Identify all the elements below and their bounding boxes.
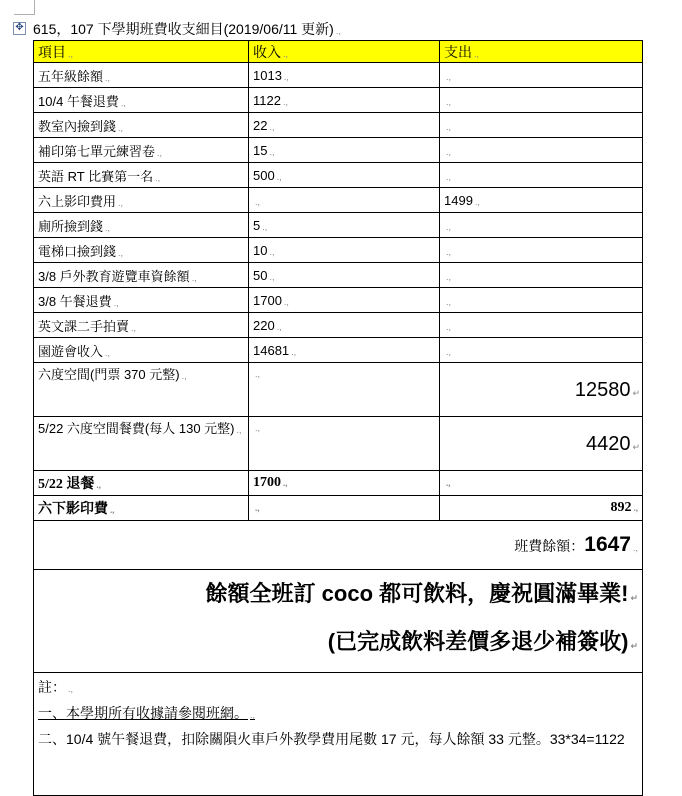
cell-expense: .,: [440, 213, 643, 238]
cell-item: 3/8 戶外教育遊覽車資餘額 .,: [34, 263, 249, 288]
table-row: [34, 213, 643, 238]
cell-income: .,: [249, 417, 440, 471]
table-row: [34, 338, 643, 363]
cell-income: 500 .,: [249, 163, 440, 188]
notes-title: 註： .,: [38, 679, 74, 695]
column-header-expense: 支出 .,: [440, 41, 643, 63]
cell-expense: .,: [440, 113, 643, 138]
cell-item: 六上影印費用 .,: [34, 188, 249, 213]
cell-expense: .,: [440, 263, 643, 288]
cell-income: 1700 .,: [249, 471, 440, 496]
column-header-item: 項目 .,: [34, 41, 249, 63]
page-corner-mark: [14, 0, 35, 15]
cell-expense: .,: [440, 63, 643, 88]
cell-income: 50 .,: [249, 263, 440, 288]
cell-income: 220 .,: [249, 313, 440, 338]
table-row: [34, 417, 643, 471]
cell-expense: .,: [440, 163, 643, 188]
balance-row: [34, 521, 643, 570]
cell-expense: .,: [440, 138, 643, 163]
table-row: [34, 363, 643, 417]
table-row: [34, 238, 643, 263]
column-header-income: 收入 .,: [249, 41, 440, 63]
table-row: [34, 471, 643, 496]
table-row: [34, 313, 643, 338]
cell-expense: 12580 ↵: [440, 363, 643, 417]
balance-label: 班費餘額：: [514, 538, 585, 554]
notes-cell: [34, 673, 643, 796]
cell-income: 1700 .,: [249, 288, 440, 313]
table-row: [34, 188, 643, 213]
expense-table: [33, 40, 643, 796]
cell-item: 10/4 午餐退費 .,: [34, 88, 249, 113]
cell-income: .,: [249, 188, 440, 213]
table-row: [34, 496, 643, 521]
cell-item: 六下影印費 .,: [34, 496, 249, 521]
cell-income: 22 .,: [249, 113, 440, 138]
cell-expense: .,: [440, 288, 643, 313]
cell-item: 六度空間(門票 370 元整) .,: [34, 363, 249, 417]
cell-item: 教室內撿到錢 .,: [34, 113, 249, 138]
balance-cell: 班費餘額：1647 .,: [34, 521, 643, 570]
cell-item: 5/22 六度空間餐費(每人 130 元整) .,: [34, 417, 249, 471]
cell-expense: .,: [440, 238, 643, 263]
cell-income: 1122 .,: [249, 88, 440, 113]
cell-expense: 892 .,: [440, 496, 643, 521]
cell-item: 電梯口撿到錢 .,: [34, 238, 249, 263]
note-item-2: 二、10/4 號午餐退費，扣除關隕火車戶外教學費用尾數 17 元，每人餘額 33 元整。33*34=1122: [38, 731, 625, 747]
notes-row: [34, 673, 643, 796]
cell-item: 5/22 退餐 .,: [34, 471, 249, 496]
cell-item: 英語 RT 比賽第一名 .,: [34, 163, 249, 188]
cell-expense: .,: [440, 88, 643, 113]
message-line-2: (已完成飲料差價多退少補簽收) ↵: [327, 629, 638, 654]
table-row: [34, 88, 643, 113]
cell-income: .,: [249, 363, 440, 417]
cell-income: 5 .,: [249, 213, 440, 238]
cell-income: .,: [249, 496, 440, 521]
table-row: [34, 163, 643, 188]
cell-item: 3/8 午餐退費 .,: [34, 288, 249, 313]
cell-item: 五年級餘額 .,: [34, 63, 249, 88]
table-header-row: [34, 41, 643, 63]
cell-item: 英文課二手拍賣 .,: [34, 313, 249, 338]
cell-expense: 4420 ↵: [440, 417, 643, 471]
page-title: 615，107 下學期班費收支細目(2019/06/11 更新) .,: [33, 21, 341, 37]
cell-expense: .,: [440, 313, 643, 338]
message-line-1: 餘額全班訂 coco 都可飲料，慶祝圓滿畢業! ↵: [205, 581, 638, 606]
cell-income: 10 .,: [249, 238, 440, 263]
message-row: [34, 570, 643, 673]
message-cell: [34, 570, 643, 673]
cell-expense: 1499 .,: [440, 188, 643, 213]
cell-item: 補印第七單元練習卷 .,: [34, 138, 249, 163]
table-row: [34, 288, 643, 313]
cell-expense: .,: [440, 338, 643, 363]
note-item-1: 一、本學期所有收據請參閱班網。 .,: [38, 705, 256, 721]
cell-income: 14681 .,: [249, 338, 440, 363]
table-row: [34, 113, 643, 138]
table-row: [34, 263, 643, 288]
cell-item: 廁所撿到錢 .,: [34, 213, 249, 238]
table-move-handle-icon[interactable]: ✥: [13, 22, 26, 35]
table-row: [34, 138, 643, 163]
balance-value: 1647: [584, 533, 631, 556]
cell-income: 1013 .,: [249, 63, 440, 88]
cell-item: 園遊會收入 .,: [34, 338, 249, 363]
table-row: [34, 63, 643, 88]
cell-income: 15 .,: [249, 138, 440, 163]
cell-expense: .,: [440, 471, 643, 496]
